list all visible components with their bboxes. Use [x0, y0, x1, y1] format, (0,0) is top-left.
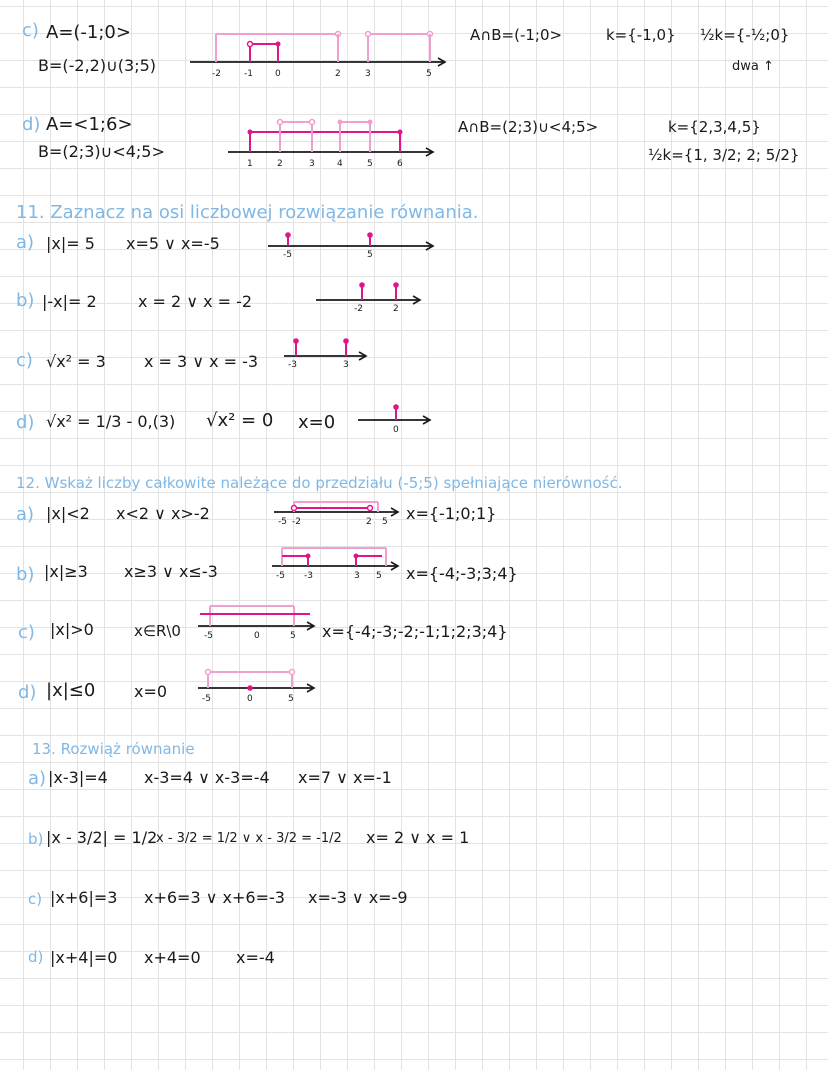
- equation: |x+6|=3: [50, 888, 118, 907]
- number-line-10d: [228, 112, 438, 172]
- tick-label: 2: [277, 159, 283, 169]
- tick-label: 2: [335, 69, 341, 79]
- intersection-result: A∩B=(-1;0>: [470, 26, 563, 44]
- tick-label: 5: [382, 517, 388, 527]
- set-b-definition: B=(-2,2)∪(3;5): [38, 56, 157, 75]
- set-b-definition: B=(2;3)∪<4;5>: [38, 142, 165, 161]
- note-text: dwa ↑: [732, 59, 774, 74]
- item-label-13c: c): [28, 890, 43, 908]
- number-line-12d: [198, 664, 320, 706]
- item-label-10c: c): [22, 20, 39, 41]
- item-label-11c: c): [16, 350, 33, 371]
- tick-label: -1: [244, 69, 253, 79]
- integer-result: x={-4;-3;3;4}: [406, 564, 518, 583]
- tick-label: 0: [254, 631, 260, 641]
- number-line-12b: [272, 544, 404, 584]
- section-title-11: 11. Zaznacz na osi liczbowej rozwiązanie równania.: [16, 202, 479, 223]
- equation: |x|= 5: [46, 234, 95, 253]
- tick-label: 3: [365, 69, 371, 79]
- tick-label: -2: [354, 304, 363, 314]
- number-line-11b: [316, 280, 426, 318]
- number-line-11d: [358, 400, 434, 438]
- tick-label: 5: [367, 159, 373, 169]
- solution: x=0: [298, 412, 336, 433]
- tick-label: -3: [288, 360, 297, 370]
- intersection-result: A∩B=(2;3)∪<4;5>: [458, 118, 599, 136]
- item-label-12b: b): [16, 564, 35, 585]
- equation: |x-3|=4: [48, 768, 108, 787]
- solution-result: x= 2 ∨ x = 1: [366, 828, 470, 847]
- tick-label: 5: [376, 571, 382, 581]
- k-set-result: k={2,3,4,5}: [668, 118, 761, 136]
- half-k-set-result: ½k={-½;0}: [700, 26, 790, 44]
- tick-label: 3: [309, 159, 315, 169]
- number-line-12c: [198, 600, 320, 644]
- section-title-12: 12. Wskaż liczby całkowite należące do przedziału (-5;5) spełniające nierówność.: [16, 474, 623, 492]
- tick-label: 5: [288, 694, 294, 704]
- number-line-10c: [190, 20, 450, 80]
- tick-label: -5: [202, 694, 211, 704]
- tick-label: 3: [343, 360, 349, 370]
- set-a-definition: A=<1;6>: [46, 114, 133, 135]
- inequality: |x|<2: [46, 504, 90, 523]
- item-label-12a: a): [16, 504, 35, 525]
- solution-cases: x-3=4 ∨ x-3=-4: [144, 768, 270, 787]
- tick-label: -2: [292, 517, 301, 527]
- item-label-13d: d): [28, 948, 44, 966]
- solution-cases: x+4=0: [144, 948, 201, 967]
- item-label-11d: d): [16, 412, 35, 433]
- item-label-12c: c): [18, 622, 35, 643]
- tick-label: 2: [393, 304, 399, 314]
- solution: x∈R\0: [134, 622, 181, 640]
- equation: √x² = 3: [46, 352, 106, 371]
- solution-result: x=-4: [236, 948, 275, 967]
- tick-label: -5: [276, 571, 285, 581]
- solution-result: x=7 ∨ x=-1: [298, 768, 392, 787]
- number-line-11a: [268, 226, 438, 260]
- solution-cases: x+6=3 ∨ x+6=-3: [144, 888, 285, 907]
- tick-label: 0: [247, 694, 253, 704]
- integer-result: x={-1;0;1}: [406, 504, 497, 523]
- tick-label: 5: [426, 69, 432, 79]
- tick-label: -5: [204, 631, 213, 641]
- number-line-12a: [274, 496, 404, 530]
- solution-result: x=-3 ∨ x=-9: [308, 888, 408, 907]
- item-label-13b: b): [28, 830, 44, 848]
- solution-cases: x - 3/2 = 1/2 ∨ x - 3/2 = -1/2: [156, 831, 342, 846]
- half-k-set-result: ½k={1, 3/2; 2; 5/2}: [648, 146, 800, 164]
- tick-label: 5: [290, 631, 296, 641]
- number-line-11c: [284, 336, 370, 374]
- set-a-definition: A=(-1;0>: [46, 22, 131, 43]
- solution: x = 2 ∨ x = -2: [138, 292, 253, 311]
- inequality: |x|≤0: [46, 680, 96, 701]
- tick-label: 5: [367, 250, 373, 260]
- item-label-10d: d): [22, 114, 41, 135]
- tick-label: -2: [212, 69, 221, 79]
- item-label-11b: b): [16, 290, 35, 311]
- item-label-13a: a): [28, 768, 47, 789]
- tick-label: -5: [278, 517, 287, 527]
- equation: |x+4|=0: [50, 948, 118, 967]
- equation-simplified: √x² = 0: [206, 410, 274, 431]
- section-title-13: 13. Rozwiąż równanie: [32, 740, 195, 758]
- solution: x=0: [134, 682, 168, 701]
- solution: x≥3 ∨ x≤-3: [124, 562, 218, 581]
- tick-label: -3: [304, 571, 313, 581]
- tick-label: -5: [283, 250, 292, 260]
- tick-label: 4: [337, 159, 343, 169]
- item-label-12d: d): [18, 682, 37, 703]
- tick-label: 6: [397, 159, 403, 169]
- integer-result: x={-4;-3;-2;-1;1;2;3;4}: [322, 622, 508, 641]
- solution: x = 3 ∨ x = -3: [144, 352, 259, 371]
- equation: √x² = 1/3 - 0,(3): [46, 412, 176, 431]
- inequality: |x|>0: [50, 620, 94, 639]
- inequality: |x|≥3: [44, 562, 88, 581]
- solution: x<2 ∨ x>-2: [116, 504, 210, 523]
- equation: |-x|= 2: [42, 292, 97, 311]
- item-label-11a: a): [16, 232, 35, 253]
- tick-label: 3: [354, 571, 360, 581]
- equation: |x - 3/2| = 1/2: [46, 828, 158, 847]
- tick-label: 0: [393, 425, 399, 435]
- tick-label: 0: [275, 69, 281, 79]
- tick-label: 1: [247, 159, 253, 169]
- tick-label: 2: [366, 517, 372, 527]
- k-set-result: k={-1,0}: [606, 26, 676, 44]
- solution: x=5 ∨ x=-5: [126, 234, 220, 253]
